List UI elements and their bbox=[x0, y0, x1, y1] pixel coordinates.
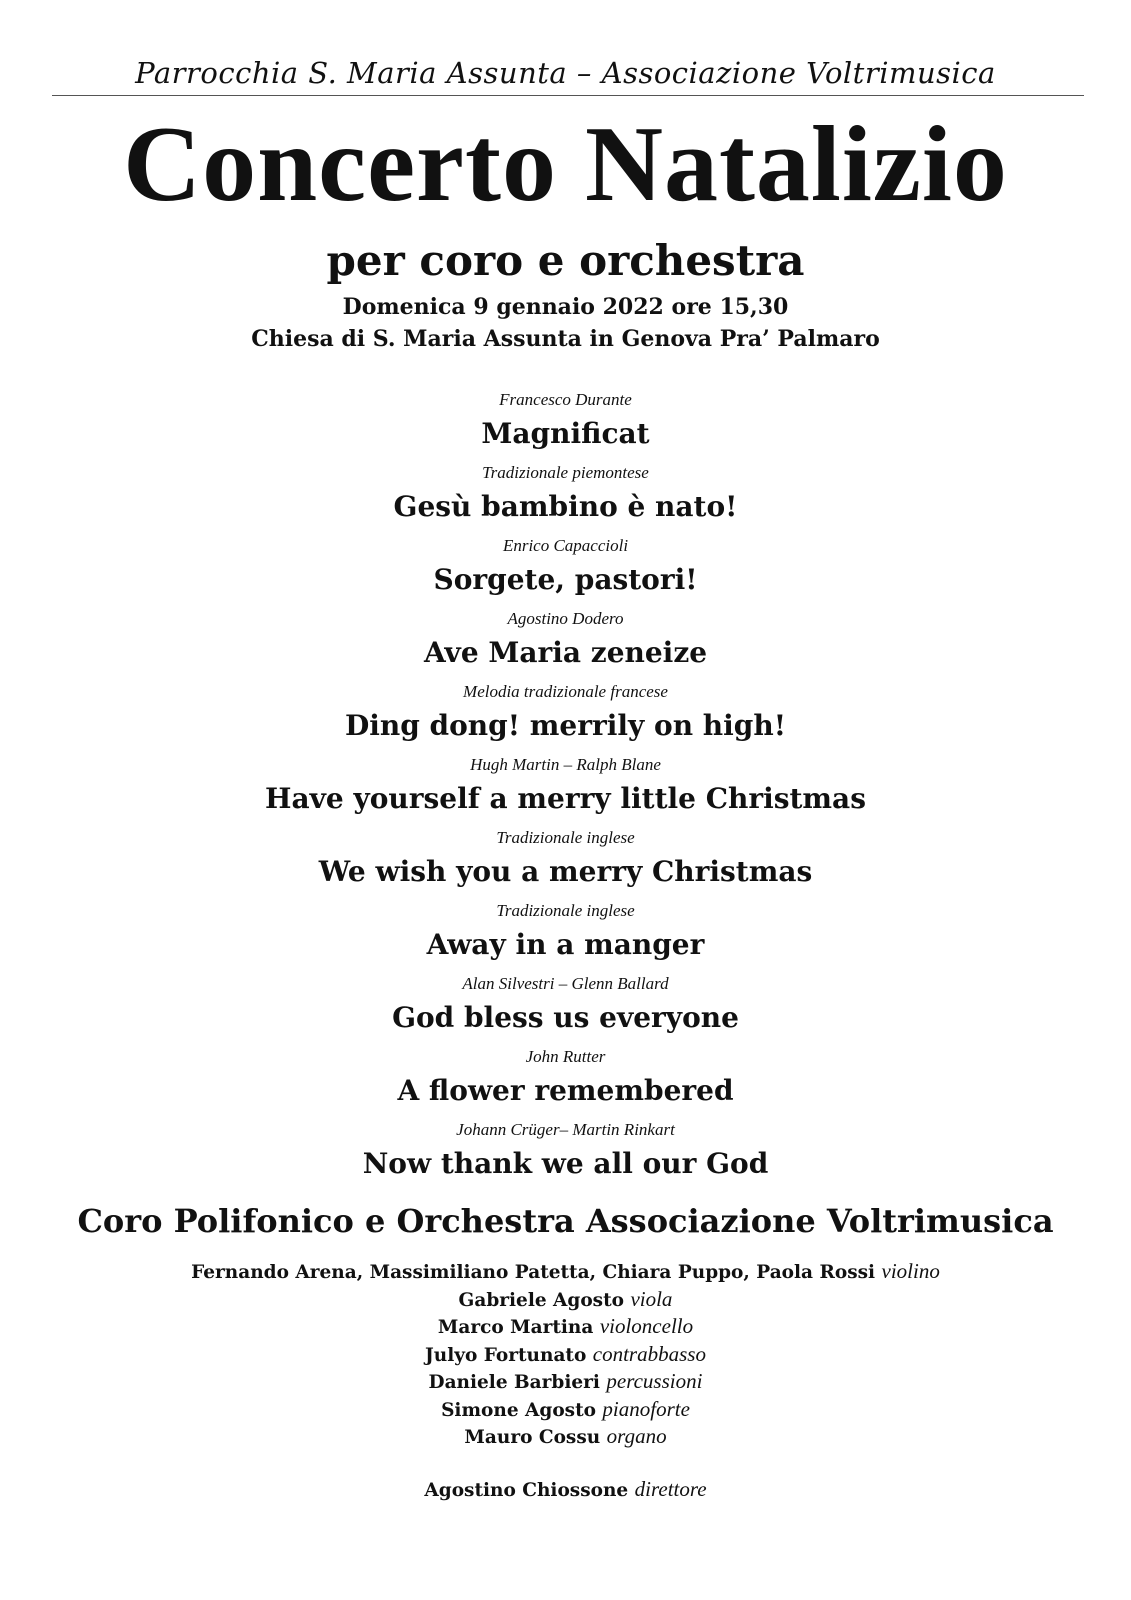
program-item bbox=[0, 1045, 1131, 1118]
program-item bbox=[0, 680, 1131, 753]
performer-names: Fernando Arena, Massimiliano Patetta, Chiara Puppo, Paola Rossi bbox=[191, 1262, 876, 1283]
composer-name: Tradizionale inglese bbox=[496, 901, 635, 920]
piece-title: Magnificat bbox=[481, 417, 650, 450]
piece-title: Ave Maria zeneize bbox=[423, 636, 708, 669]
composer-name: Johann Crüger– Martin Rinkart bbox=[456, 1120, 675, 1139]
director-role: direttore bbox=[634, 1477, 707, 1501]
composer-name: Agostino Dodero bbox=[507, 609, 624, 628]
piece-title: Now thank we all our God bbox=[362, 1147, 769, 1180]
program-item bbox=[0, 899, 1131, 972]
performer-line bbox=[0, 1368, 1131, 1396]
performer-names: Marco Martina bbox=[437, 1317, 594, 1338]
performer-role: organo bbox=[606, 1424, 667, 1448]
performer-line bbox=[0, 1313, 1131, 1341]
program-item bbox=[0, 753, 1131, 826]
piece-title: Away in a manger bbox=[426, 928, 705, 961]
program-item bbox=[0, 607, 1131, 680]
piece-title: A flower remembered bbox=[397, 1074, 734, 1107]
composer-name: Francesco Durante bbox=[499, 390, 632, 409]
performer-line bbox=[0, 1258, 1131, 1286]
ensemble-name: Coro Polifonico e Orchestra Associazione Voltrimusica bbox=[77, 1202, 1054, 1240]
concert-title: Concerto Natalizio bbox=[123, 105, 1008, 224]
composer-name: Tradizionale inglese bbox=[496, 828, 635, 847]
performer-role: percussioni bbox=[606, 1369, 703, 1393]
performer-line bbox=[0, 1341, 1131, 1369]
program-item bbox=[0, 534, 1131, 607]
performer-role: violoncello bbox=[599, 1314, 694, 1338]
director-name: Agostino Chiossone bbox=[424, 1480, 629, 1501]
program-item bbox=[0, 461, 1131, 534]
performer-names: Mauro Cossu bbox=[464, 1427, 601, 1448]
performer-role: contrabbasso bbox=[592, 1341, 706, 1366]
program-list bbox=[0, 388, 1131, 1191]
performer-names: Simone Agosto bbox=[441, 1399, 596, 1421]
concert-date: Domenica 9 gennaio 2022 ore 15,30 bbox=[342, 294, 789, 320]
piece-title: Ding dong! merrily on high! bbox=[344, 709, 787, 742]
composer-name: Hugh Martin – Ralph Blane bbox=[470, 755, 661, 774]
performer-line bbox=[0, 1396, 1131, 1424]
performer-role: viola bbox=[630, 1286, 673, 1311]
concert-venue: Chiesa di S. Maria Assunta in Genova Pra’ Palmaro bbox=[251, 326, 880, 352]
piece-title: Sorgete, pastori! bbox=[433, 563, 698, 596]
program-item bbox=[0, 1118, 1131, 1191]
director-line bbox=[0, 1477, 1131, 1502]
performer-names: Julyo Fortunato bbox=[425, 1344, 587, 1366]
composer-name: Melodia tradizionale francese bbox=[463, 682, 668, 701]
performer-names: Gabriele Agosto bbox=[458, 1289, 624, 1311]
composer-name: John Rutter bbox=[525, 1047, 606, 1066]
performer-role: violino bbox=[881, 1259, 940, 1283]
program-item bbox=[0, 972, 1131, 1045]
performer-line bbox=[0, 1286, 1131, 1314]
program-item bbox=[0, 826, 1131, 899]
composer-name: Enrico Capaccioli bbox=[502, 536, 629, 555]
performer-names: Daniele Barbieri bbox=[428, 1372, 600, 1393]
performer-role: pianoforte bbox=[602, 1396, 690, 1421]
performers-list bbox=[0, 1258, 1131, 1451]
header-divider bbox=[52, 95, 1084, 96]
piece-title: Have yourself a merry little Christmas bbox=[265, 782, 866, 815]
composer-name: Alan Silvestri – Glenn Ballard bbox=[462, 974, 669, 993]
piece-title: We wish you a merry Christmas bbox=[318, 855, 813, 888]
organizers-line: Parrocchia S. Maria Assunta – Associazione Voltrimusica bbox=[135, 56, 996, 90]
piece-title: Gesù bambino è nato! bbox=[393, 490, 738, 523]
program-item bbox=[0, 388, 1131, 461]
performer-line bbox=[0, 1423, 1131, 1451]
concert-subtitle: per coro e orchestra bbox=[326, 236, 805, 285]
piece-title: God bless us everyone bbox=[392, 1001, 739, 1034]
composer-name: Tradizionale piemontese bbox=[482, 463, 649, 482]
